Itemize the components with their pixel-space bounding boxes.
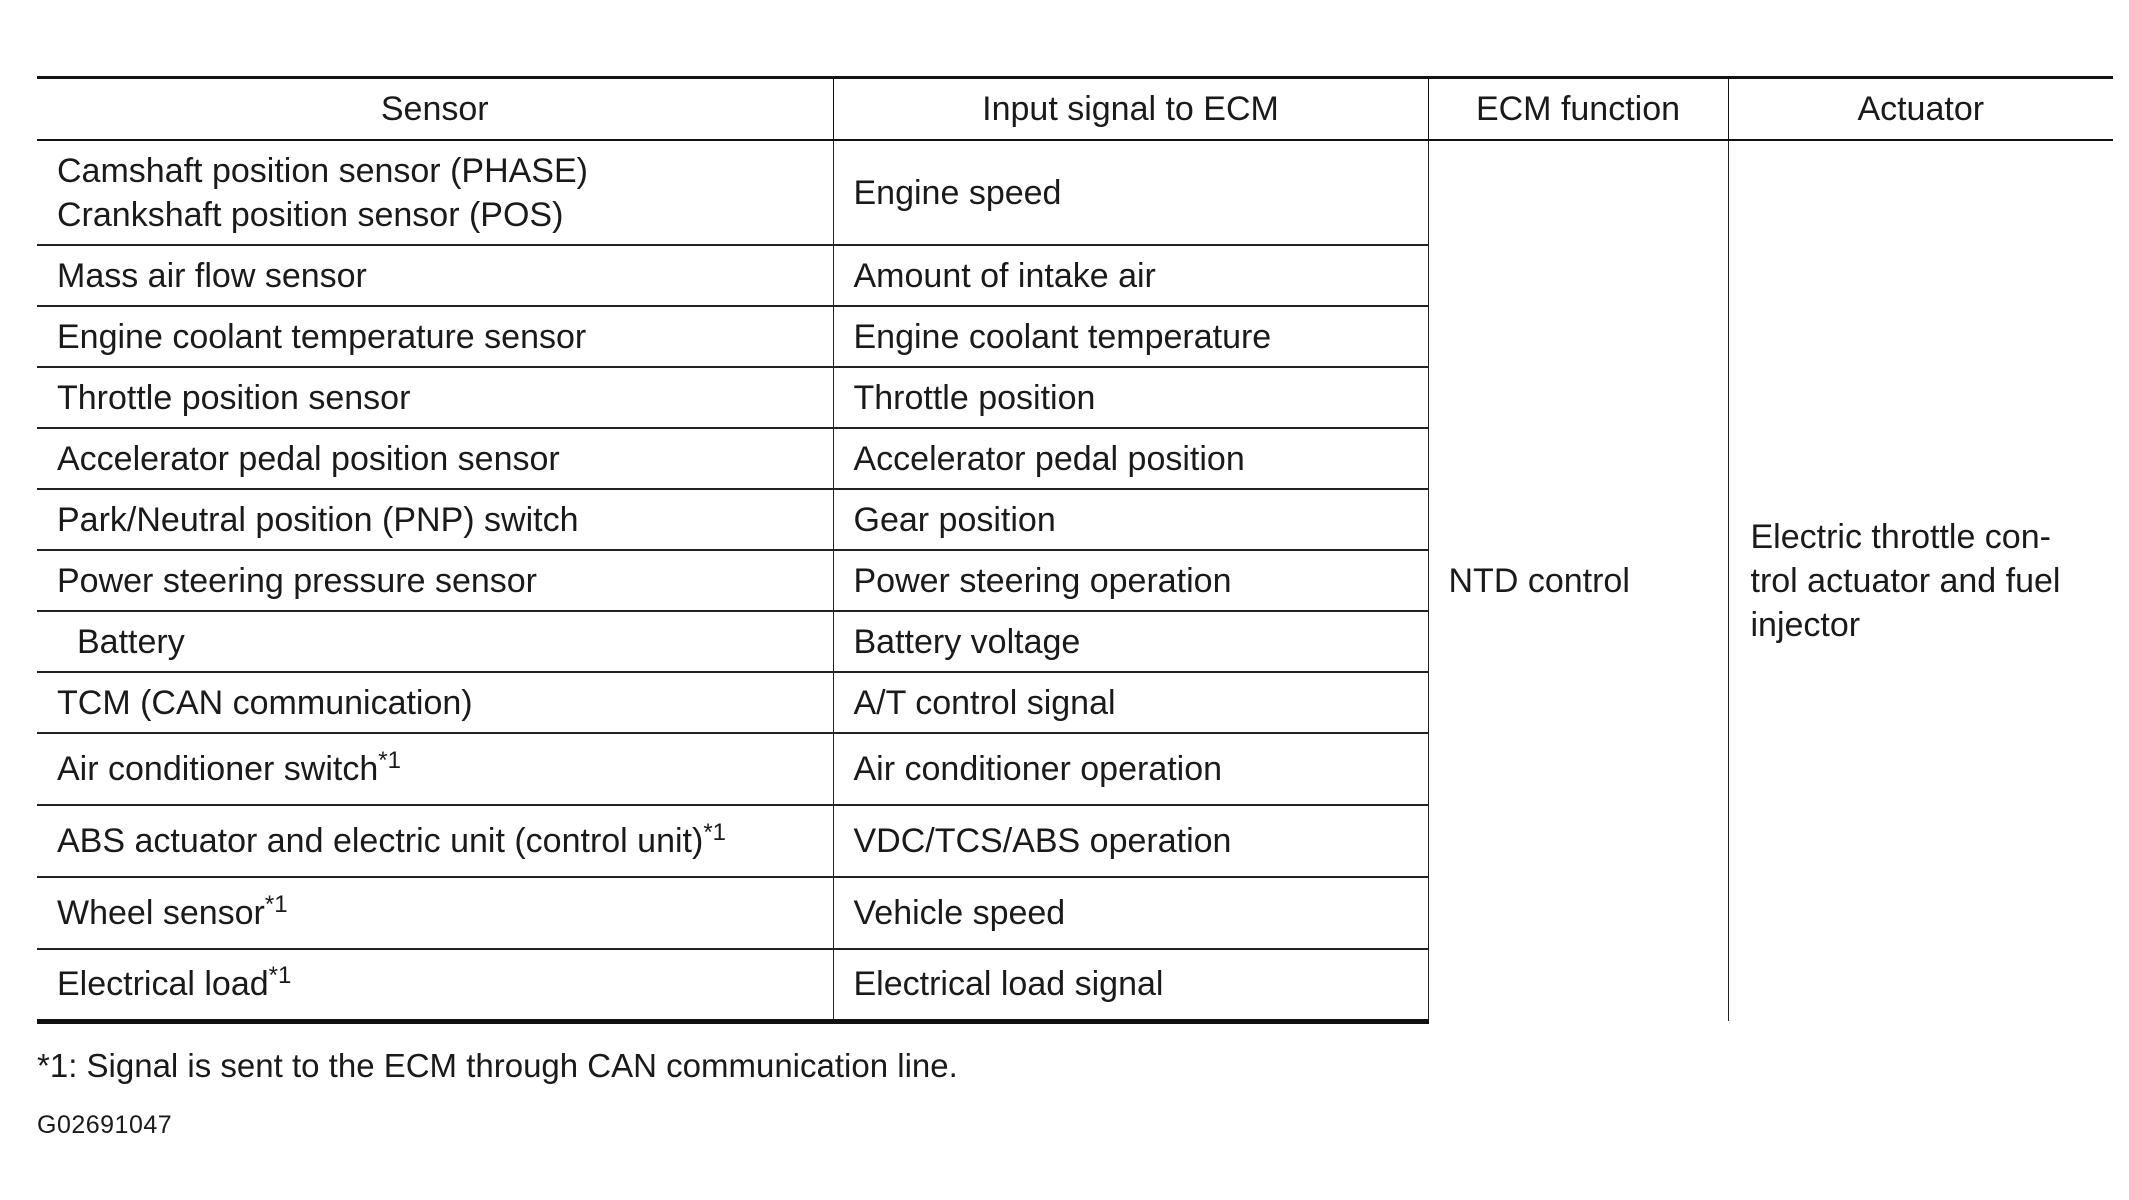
ntd-control-table <box>37 76 2113 1024</box>
header-sensor: Sensor <box>37 78 833 141</box>
sensor-label: ABS actuator and electric unit (control unit) <box>57 822 704 860</box>
header-ecm-function: ECM function <box>1428 78 1728 141</box>
actuator-label: Electric throttle con- <box>1750 518 2051 556</box>
sensor-cell <box>37 949 833 1021</box>
sensor-cell: Park/Neutral position (PNP) switch <box>37 489 833 550</box>
sensor-label: Camshaft position sensor (PHASE) <box>57 151 588 190</box>
header-actuator: Actuator <box>1728 78 2113 141</box>
footnote-mark: *1 <box>264 891 288 918</box>
input-signal-cell: VDC/TCS/ABS operation <box>833 805 1428 877</box>
input-signal-cell: Engine coolant temperature <box>833 306 1428 367</box>
footnote-mark: *1 <box>268 962 292 990</box>
input-signal-cell: Engine speed <box>833 140 1428 245</box>
sensor-cell <box>37 733 833 805</box>
actuator-label: injector <box>1750 606 1861 644</box>
sensor-cell: TCM (CAN communication) <box>37 672 833 733</box>
sensor-cell <box>37 140 833 245</box>
input-signal-cell: Air conditioner operation <box>833 733 1428 805</box>
input-signal-cell: Throttle position <box>833 367 1428 428</box>
table-footnote: *1: Signal is sent to the ECM through CAN communication line. <box>37 1047 958 1084</box>
footnote-mark: *1 <box>378 747 401 774</box>
sensor-label: Crankshaft position sensor (POS) <box>57 195 564 234</box>
input-signal-cell: A/T control signal <box>833 672 1428 733</box>
input-signal-cell: Vehicle speed <box>833 877 1428 949</box>
sensor-label: Battery <box>77 622 185 661</box>
input-signal-cell: Electrical load signal <box>833 949 1428 1021</box>
ecm-function-cell: NTD control <box>1428 140 1728 1021</box>
input-signal-cell: Amount of intake air <box>833 245 1428 306</box>
sensor-cell: Power steering pressure sensor <box>37 550 833 611</box>
sensor-cell: Engine coolant temperature sensor <box>37 306 833 367</box>
input-signal-cell: Gear position <box>833 489 1428 550</box>
sensor-cell <box>37 805 833 877</box>
input-signal-cell: Power steering operation <box>833 550 1428 611</box>
table-header-row <box>37 78 2113 141</box>
sensor-label: Air conditioner switch <box>57 750 379 788</box>
sensor-cell <box>37 877 833 949</box>
sensor-cell <box>37 611 833 672</box>
input-signal-cell: Battery voltage <box>833 611 1428 672</box>
sensor-label: Wheel sensor <box>57 894 265 932</box>
sensor-cell: Accelerator pedal position sensor <box>37 428 833 489</box>
actuator-label: trol actuator and fuel <box>1750 562 2061 600</box>
actuator-cell <box>1728 140 2113 1021</box>
sensor-label: Electrical load <box>57 965 269 1004</box>
header-input-signal: Input signal to ECM <box>833 78 1428 141</box>
figure-id: G02691047 <box>37 1111 173 1139</box>
table-row <box>37 140 2113 245</box>
sensor-cell: Throttle position sensor <box>37 367 833 428</box>
input-signal-cell: Accelerator pedal position <box>833 428 1428 489</box>
footnote-mark: *1 <box>703 819 727 846</box>
sensor-cell: Mass air flow sensor <box>37 245 833 306</box>
